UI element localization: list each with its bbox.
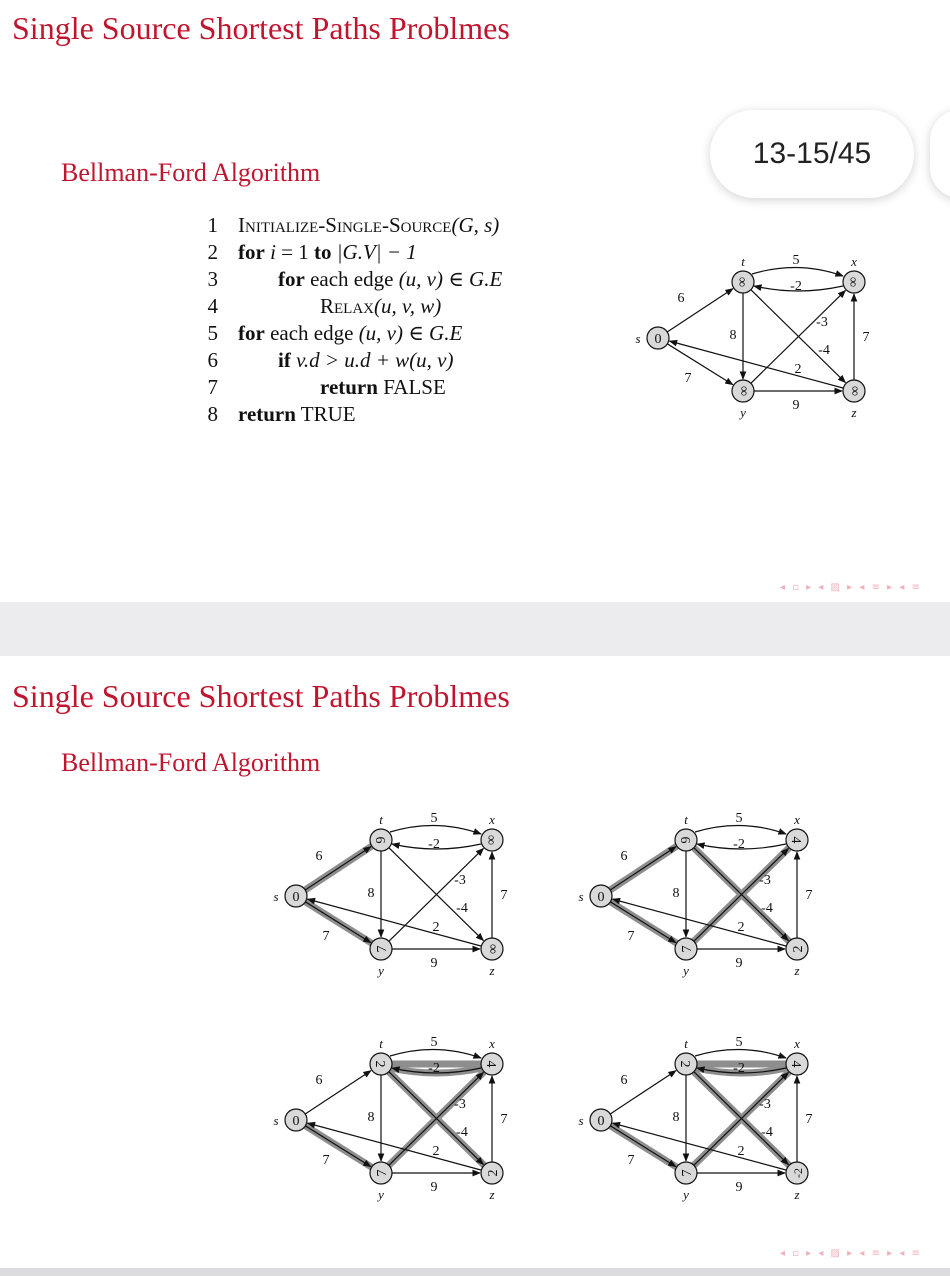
edge-weight-tx: 5 bbox=[430, 1035, 438, 1050]
code-line bbox=[200, 239, 502, 266]
node-label-s: s bbox=[578, 1113, 584, 1128]
node-label-t: t bbox=[379, 1036, 383, 1051]
edge-weight-st: 6 bbox=[677, 291, 685, 306]
node-value-x: 4 bbox=[788, 836, 803, 844]
code-token: for bbox=[238, 240, 265, 264]
node-value-s: 0 bbox=[654, 332, 662, 347]
bellman-ford-graph-step-4 bbox=[561, 1028, 821, 1208]
edge-weight-zs: 2 bbox=[737, 1144, 745, 1159]
slide-divider bbox=[0, 602, 950, 656]
code-token: (u, v, w) bbox=[374, 294, 442, 318]
line-number: 3 bbox=[207, 267, 218, 291]
edge-weight-xt: -2 bbox=[733, 837, 745, 852]
node-value-x: ∞ bbox=[483, 835, 498, 845]
slide-subtitle: Bellman-Ford Algorithm bbox=[61, 748, 321, 777]
node-value-t: 2 bbox=[677, 1060, 692, 1068]
edge-weight-tz: -4 bbox=[761, 901, 773, 916]
edge-weight-xt: -2 bbox=[733, 1061, 745, 1076]
edge-weight-st: 6 bbox=[315, 1073, 323, 1088]
edge-weight-yx: -3 bbox=[759, 873, 771, 888]
edge-tx bbox=[390, 1049, 481, 1058]
node-value-z: 2 bbox=[486, 1169, 501, 1177]
edge-weight-st: 6 bbox=[315, 849, 323, 864]
edge-weight-yx: -3 bbox=[816, 315, 828, 330]
edge-weight-yz: 9 bbox=[735, 1180, 743, 1195]
edge-weight-xt: -2 bbox=[428, 837, 440, 852]
node-label-z: z bbox=[851, 405, 857, 420]
edge-weight-xz: 7 bbox=[500, 888, 508, 903]
line-number: 4 bbox=[207, 294, 218, 318]
node-value-z: ∞ bbox=[848, 386, 863, 396]
slide-title: Single Source Shortest Paths Problmes bbox=[12, 10, 510, 46]
code-text bbox=[278, 267, 502, 291]
node-label-s: s bbox=[273, 889, 279, 904]
beamer-nav-bar[interactable]: ◂ ▫ ▸ ◂ ▨ ▸ ◂ ≡ ▸ ◂ ≡ bbox=[780, 1248, 922, 1259]
node-value-t: 6 bbox=[677, 836, 692, 844]
edge-weight-xz: 7 bbox=[862, 330, 870, 345]
code-line bbox=[200, 266, 502, 293]
node-label-x: x bbox=[794, 1036, 800, 1051]
code-token: for bbox=[238, 321, 265, 345]
edge-weight-yz: 9 bbox=[430, 956, 438, 971]
code-token: for bbox=[278, 267, 305, 291]
node-label-s: s bbox=[578, 889, 584, 904]
edge-weight-tz: -4 bbox=[818, 343, 830, 358]
node-label-x: x bbox=[851, 254, 857, 269]
line-number: 6 bbox=[207, 348, 218, 372]
code-token: each edge bbox=[264, 321, 359, 345]
node-label-y: y bbox=[683, 1187, 689, 1202]
node-label-y: y bbox=[683, 963, 689, 978]
edge-weight-tz: -4 bbox=[456, 901, 468, 916]
slide-2 bbox=[0, 656, 950, 1268]
code-token: return bbox=[238, 402, 296, 426]
node-label-z: z bbox=[794, 963, 800, 978]
code-token: TRUE bbox=[295, 402, 356, 426]
code-token: FALSE bbox=[377, 375, 446, 399]
line-number: 5 bbox=[207, 321, 218, 345]
code-line bbox=[200, 293, 502, 320]
node-label-t: t bbox=[741, 254, 745, 269]
node-value-y: 7 bbox=[375, 1169, 390, 1177]
bellman-ford-graph-step-3 bbox=[256, 1028, 516, 1208]
node-value-t: 2 bbox=[372, 1060, 387, 1068]
node-label-y: y bbox=[740, 405, 746, 420]
node-label-s: s bbox=[635, 331, 641, 346]
beamer-nav-bar[interactable]: ◂ ▫ ▸ ◂ ▨ ▸ ◂ ≡ ▸ ◂ ≡ bbox=[780, 582, 922, 593]
page-indicator[interactable] bbox=[710, 110, 914, 198]
edge-weight-st: 6 bbox=[620, 1073, 628, 1088]
code-token: i bbox=[264, 240, 282, 264]
edge-weight-xt: -2 bbox=[790, 279, 802, 294]
page-indicator-text: 13-15/45 bbox=[752, 137, 872, 170]
code-token: (G, s) bbox=[451, 213, 500, 237]
edge-weight-ty: 8 bbox=[672, 1110, 680, 1125]
pseudocode-block bbox=[200, 212, 502, 428]
node-label-t: t bbox=[684, 1036, 688, 1051]
next-page-indicator[interactable] bbox=[930, 110, 950, 198]
bellman-ford-graph-step-1 bbox=[256, 804, 516, 984]
line-number: 1 bbox=[207, 213, 218, 237]
node-value-x: ∞ bbox=[845, 277, 860, 287]
edge-weight-ty: 8 bbox=[729, 328, 737, 343]
edge-weight-xz: 7 bbox=[805, 1112, 813, 1127]
code-line bbox=[200, 347, 502, 374]
node-value-s: 0 bbox=[292, 1114, 300, 1129]
edge-weight-yz: 9 bbox=[430, 1180, 438, 1195]
node-label-x: x bbox=[489, 812, 495, 827]
edge-weight-xt: -2 bbox=[428, 1061, 440, 1076]
code-line bbox=[200, 320, 502, 347]
node-value-y: ∞ bbox=[737, 386, 752, 396]
edge-weight-tx: 5 bbox=[735, 1035, 743, 1050]
edge-weight-yx: -3 bbox=[454, 873, 466, 888]
node-value-t: 6 bbox=[372, 836, 387, 844]
code-token: return bbox=[320, 375, 378, 399]
edge-tx bbox=[695, 1049, 786, 1058]
code-token: (u, v) ∈ G.E bbox=[398, 267, 503, 291]
line-number: 7 bbox=[207, 375, 218, 399]
line-number: 2 bbox=[207, 240, 218, 264]
edge-tx bbox=[390, 825, 481, 834]
edge-weight-xz: 7 bbox=[500, 1112, 508, 1127]
node-label-y: y bbox=[378, 963, 384, 978]
node-label-y: y bbox=[378, 1187, 384, 1202]
code-token: to bbox=[314, 240, 332, 264]
node-label-t: t bbox=[684, 812, 688, 827]
slide-subtitle: Bellman-Ford Algorithm bbox=[61, 158, 321, 187]
node-value-x: 4 bbox=[483, 1060, 498, 1068]
line-number: 8 bbox=[207, 402, 218, 426]
edge-weight-sy: 7 bbox=[627, 929, 635, 944]
code-token: each edge bbox=[304, 267, 399, 291]
edge-weight-sy: 7 bbox=[322, 1153, 330, 1168]
node-label-z: z bbox=[794, 1187, 800, 1202]
edge-weight-tx: 5 bbox=[735, 811, 743, 826]
edge-weight-yz: 9 bbox=[792, 398, 800, 413]
node-value-s: 0 bbox=[597, 1114, 605, 1129]
node-label-s: s bbox=[273, 1113, 279, 1128]
edge-weight-st: 6 bbox=[620, 849, 628, 864]
bellman-ford-graph-initial bbox=[618, 246, 878, 426]
node-value-y: 7 bbox=[680, 945, 695, 953]
edge-weight-ty: 8 bbox=[367, 886, 375, 901]
slide-title: Single Source Shortest Paths Problmes bbox=[12, 678, 510, 714]
node-value-z: ∞ bbox=[486, 944, 501, 954]
bottom-divider bbox=[0, 1268, 950, 1276]
code-text bbox=[238, 402, 356, 426]
code-token: (u, v) ∈ G.E bbox=[358, 321, 463, 345]
code-line bbox=[200, 374, 502, 401]
edge-weight-sy: 7 bbox=[322, 929, 330, 944]
node-label-t: t bbox=[379, 812, 383, 827]
edge-weight-tx: 5 bbox=[792, 253, 800, 268]
edge-weight-ty: 8 bbox=[672, 886, 680, 901]
code-text bbox=[238, 213, 499, 237]
edge-weight-yx: -3 bbox=[759, 1097, 771, 1112]
node-label-x: x bbox=[489, 1036, 495, 1051]
code-text bbox=[320, 375, 446, 399]
node-value-x: 4 bbox=[788, 1060, 803, 1068]
code-text bbox=[320, 294, 441, 318]
edge-weight-tz: -4 bbox=[456, 1125, 468, 1140]
edge-weight-xz: 7 bbox=[805, 888, 813, 903]
code-token: Initialize-Single-Source bbox=[238, 213, 452, 237]
node-value-y: 7 bbox=[375, 945, 390, 953]
edge-weight-zs: 2 bbox=[737, 920, 745, 935]
edge-weight-tx: 5 bbox=[430, 811, 438, 826]
code-token: = 1 bbox=[281, 240, 315, 264]
code-token: if bbox=[278, 348, 291, 372]
code-token: Relax bbox=[320, 294, 374, 318]
edge-weight-tz: -4 bbox=[761, 1125, 773, 1140]
edge-weight-yx: -3 bbox=[454, 1097, 466, 1112]
code-token: v.d > u.d + w(u, v) bbox=[290, 348, 454, 372]
edge-weight-sy: 7 bbox=[627, 1153, 635, 1168]
node-value-y: 7 bbox=[680, 1169, 695, 1177]
node-label-x: x bbox=[794, 812, 800, 827]
edge-weight-zs: 2 bbox=[794, 362, 802, 377]
code-token: |G.V| − 1 bbox=[331, 240, 417, 264]
node-value-s: 0 bbox=[292, 890, 300, 905]
slide-1 bbox=[0, 0, 950, 602]
node-value-s: 0 bbox=[597, 890, 605, 905]
code-line bbox=[200, 212, 502, 239]
code-text bbox=[238, 321, 462, 345]
node-label-z: z bbox=[489, 963, 495, 978]
bellman-ford-graph-step-2 bbox=[561, 804, 821, 984]
code-text bbox=[278, 348, 454, 372]
code-line bbox=[200, 401, 502, 428]
edge-weight-zs: 2 bbox=[432, 920, 440, 935]
edge-weight-sy: 7 bbox=[684, 371, 692, 386]
edge-weight-ty: 8 bbox=[367, 1110, 375, 1125]
edge-weight-zs: 2 bbox=[432, 1144, 440, 1159]
node-value-z: -2 bbox=[791, 1168, 805, 1178]
edge-tx bbox=[752, 267, 843, 276]
edge-tx bbox=[695, 825, 786, 834]
edge-weight-yz: 9 bbox=[735, 956, 743, 971]
node-value-z: 2 bbox=[791, 945, 806, 953]
node-value-t: ∞ bbox=[734, 277, 749, 287]
code-text bbox=[238, 240, 417, 264]
node-label-z: z bbox=[489, 1187, 495, 1202]
